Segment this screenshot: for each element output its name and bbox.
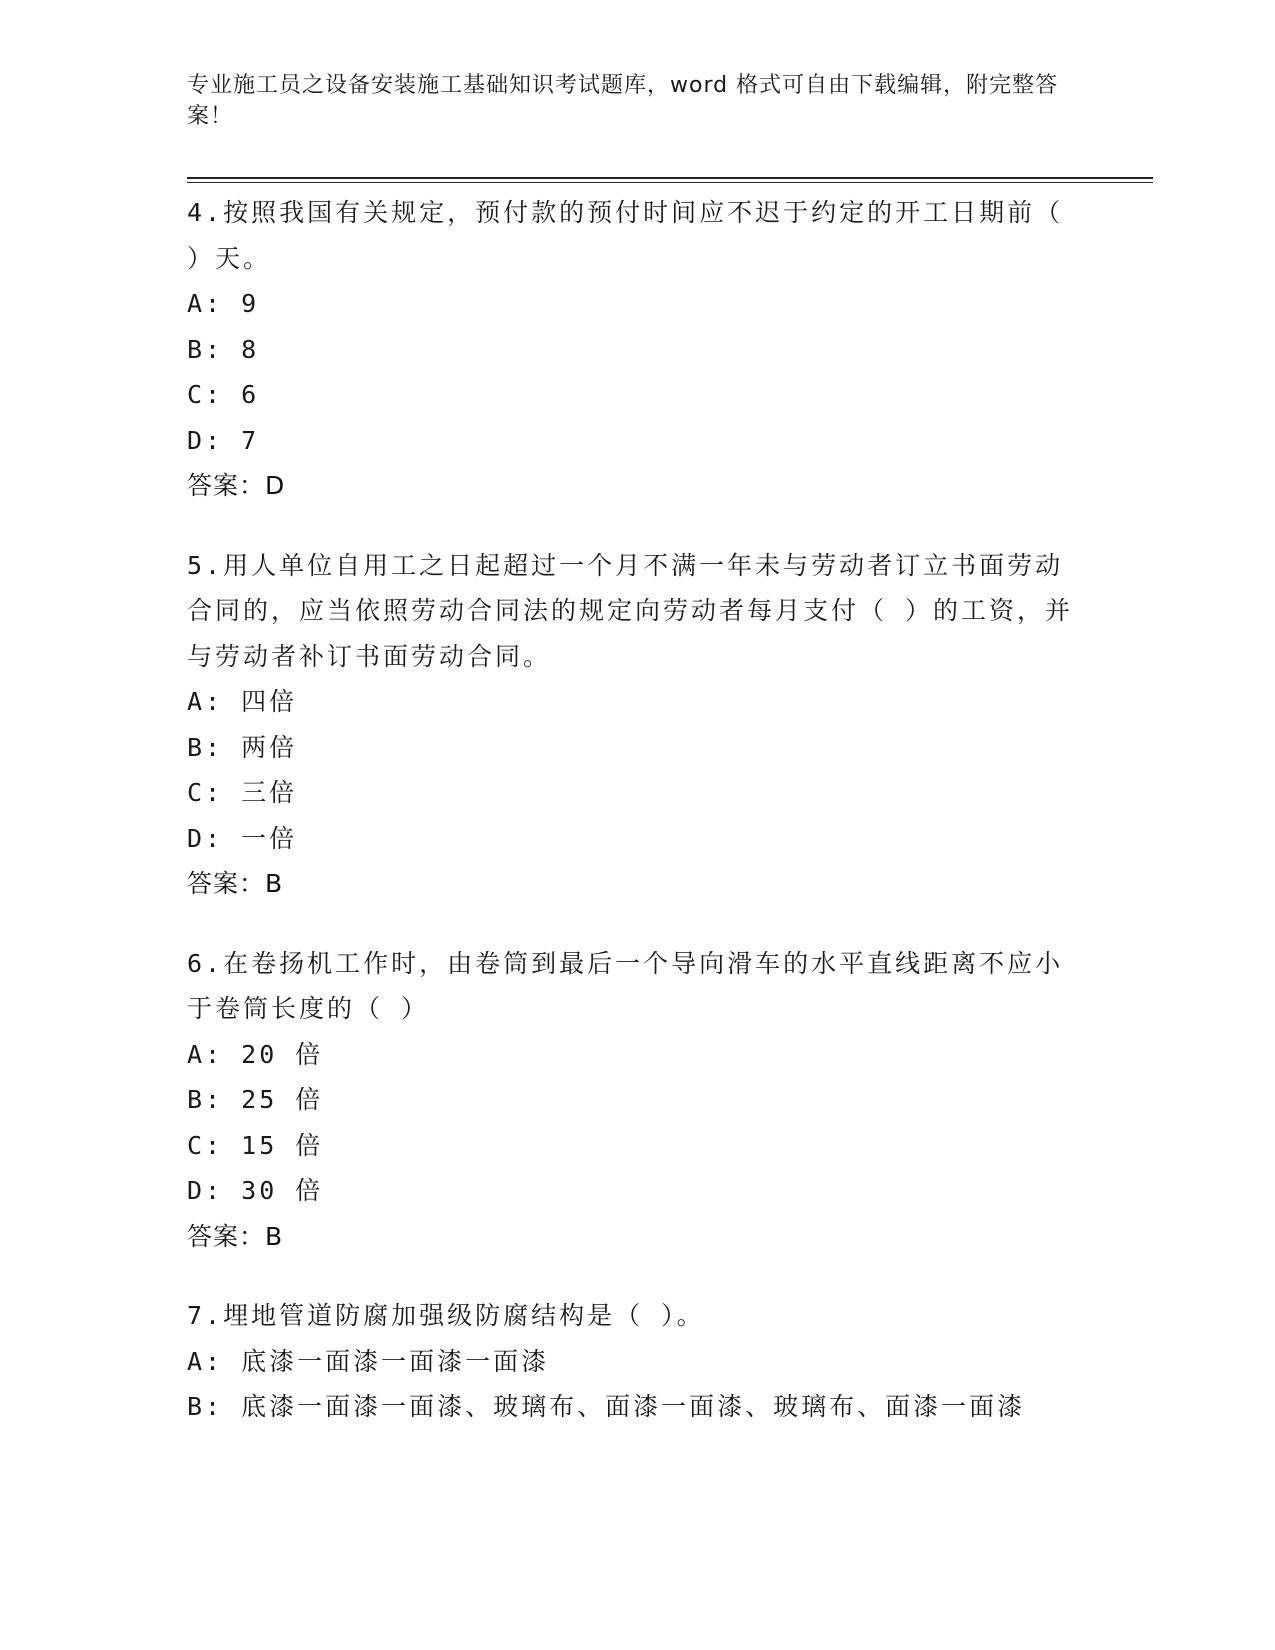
question-4 — [187, 190, 1077, 509]
option-c: C: 三倍 — [187, 778, 298, 807]
option-c: C: 15 倍 — [187, 1130, 324, 1160]
question-7 — [187, 1293, 1077, 1430]
question-5 — [187, 543, 1077, 907]
answer-label: 答案：D — [187, 471, 286, 500]
option-d: D: 7 — [187, 425, 260, 455]
option-a: A: 20 倍 — [187, 1039, 324, 1069]
option-b: B: 两倍 — [187, 732, 298, 762]
question-stem: 4.按照我国有关规定，预付款的预付时间应不迟于约定的开工日期前（ ）天。 — [187, 198, 1064, 273]
question-list — [187, 190, 1077, 1430]
question-6 — [187, 941, 1077, 1260]
option-b: B: 25 倍 — [187, 1085, 324, 1114]
question-stem: 7.埋地管道防腐加强级防腐结构是（ ）。 — [187, 1301, 705, 1330]
question-stem: 5.用人单位自用工之日起超过一个月不满一年未与劳动者订立书面劳动合同的，应当依照劳动合同法的规定向劳动者每月支付（ ）的工资，并与劳动者补订书面劳动合同。 — [187, 550, 1074, 671]
option-d: D: 30 倍 — [187, 1176, 324, 1205]
option-a: A: 四倍 — [187, 687, 298, 716]
answer-label: 答案：B — [187, 869, 284, 898]
document-header: 专业施工员之设备安装施工基础知识考试题库，word 格式可自由下载编辑，附完整答案！ — [187, 73, 1059, 129]
option-d: D: 一倍 — [187, 823, 298, 853]
option-a: A: 底漆一面漆一面漆一面漆 — [187, 1346, 550, 1376]
header-divider-thin — [187, 182, 1153, 183]
answer-label: 答案：B — [187, 1221, 284, 1251]
question-stem: 6.在卷扬机工作时，由卷筒到最后一个导向滑车的水平直线距离不应小于卷筒长度的（ ） — [187, 948, 1064, 1023]
option-b: B: 8 — [187, 334, 260, 364]
header-divider-thick — [187, 177, 1153, 179]
option-b: B: 底漆一面漆一面漆、玻璃布、面漆一面漆、玻璃布、面漆一面漆 — [187, 1392, 1026, 1421]
option-a: A: 9 — [187, 289, 260, 318]
option-c: C: 6 — [187, 380, 260, 409]
